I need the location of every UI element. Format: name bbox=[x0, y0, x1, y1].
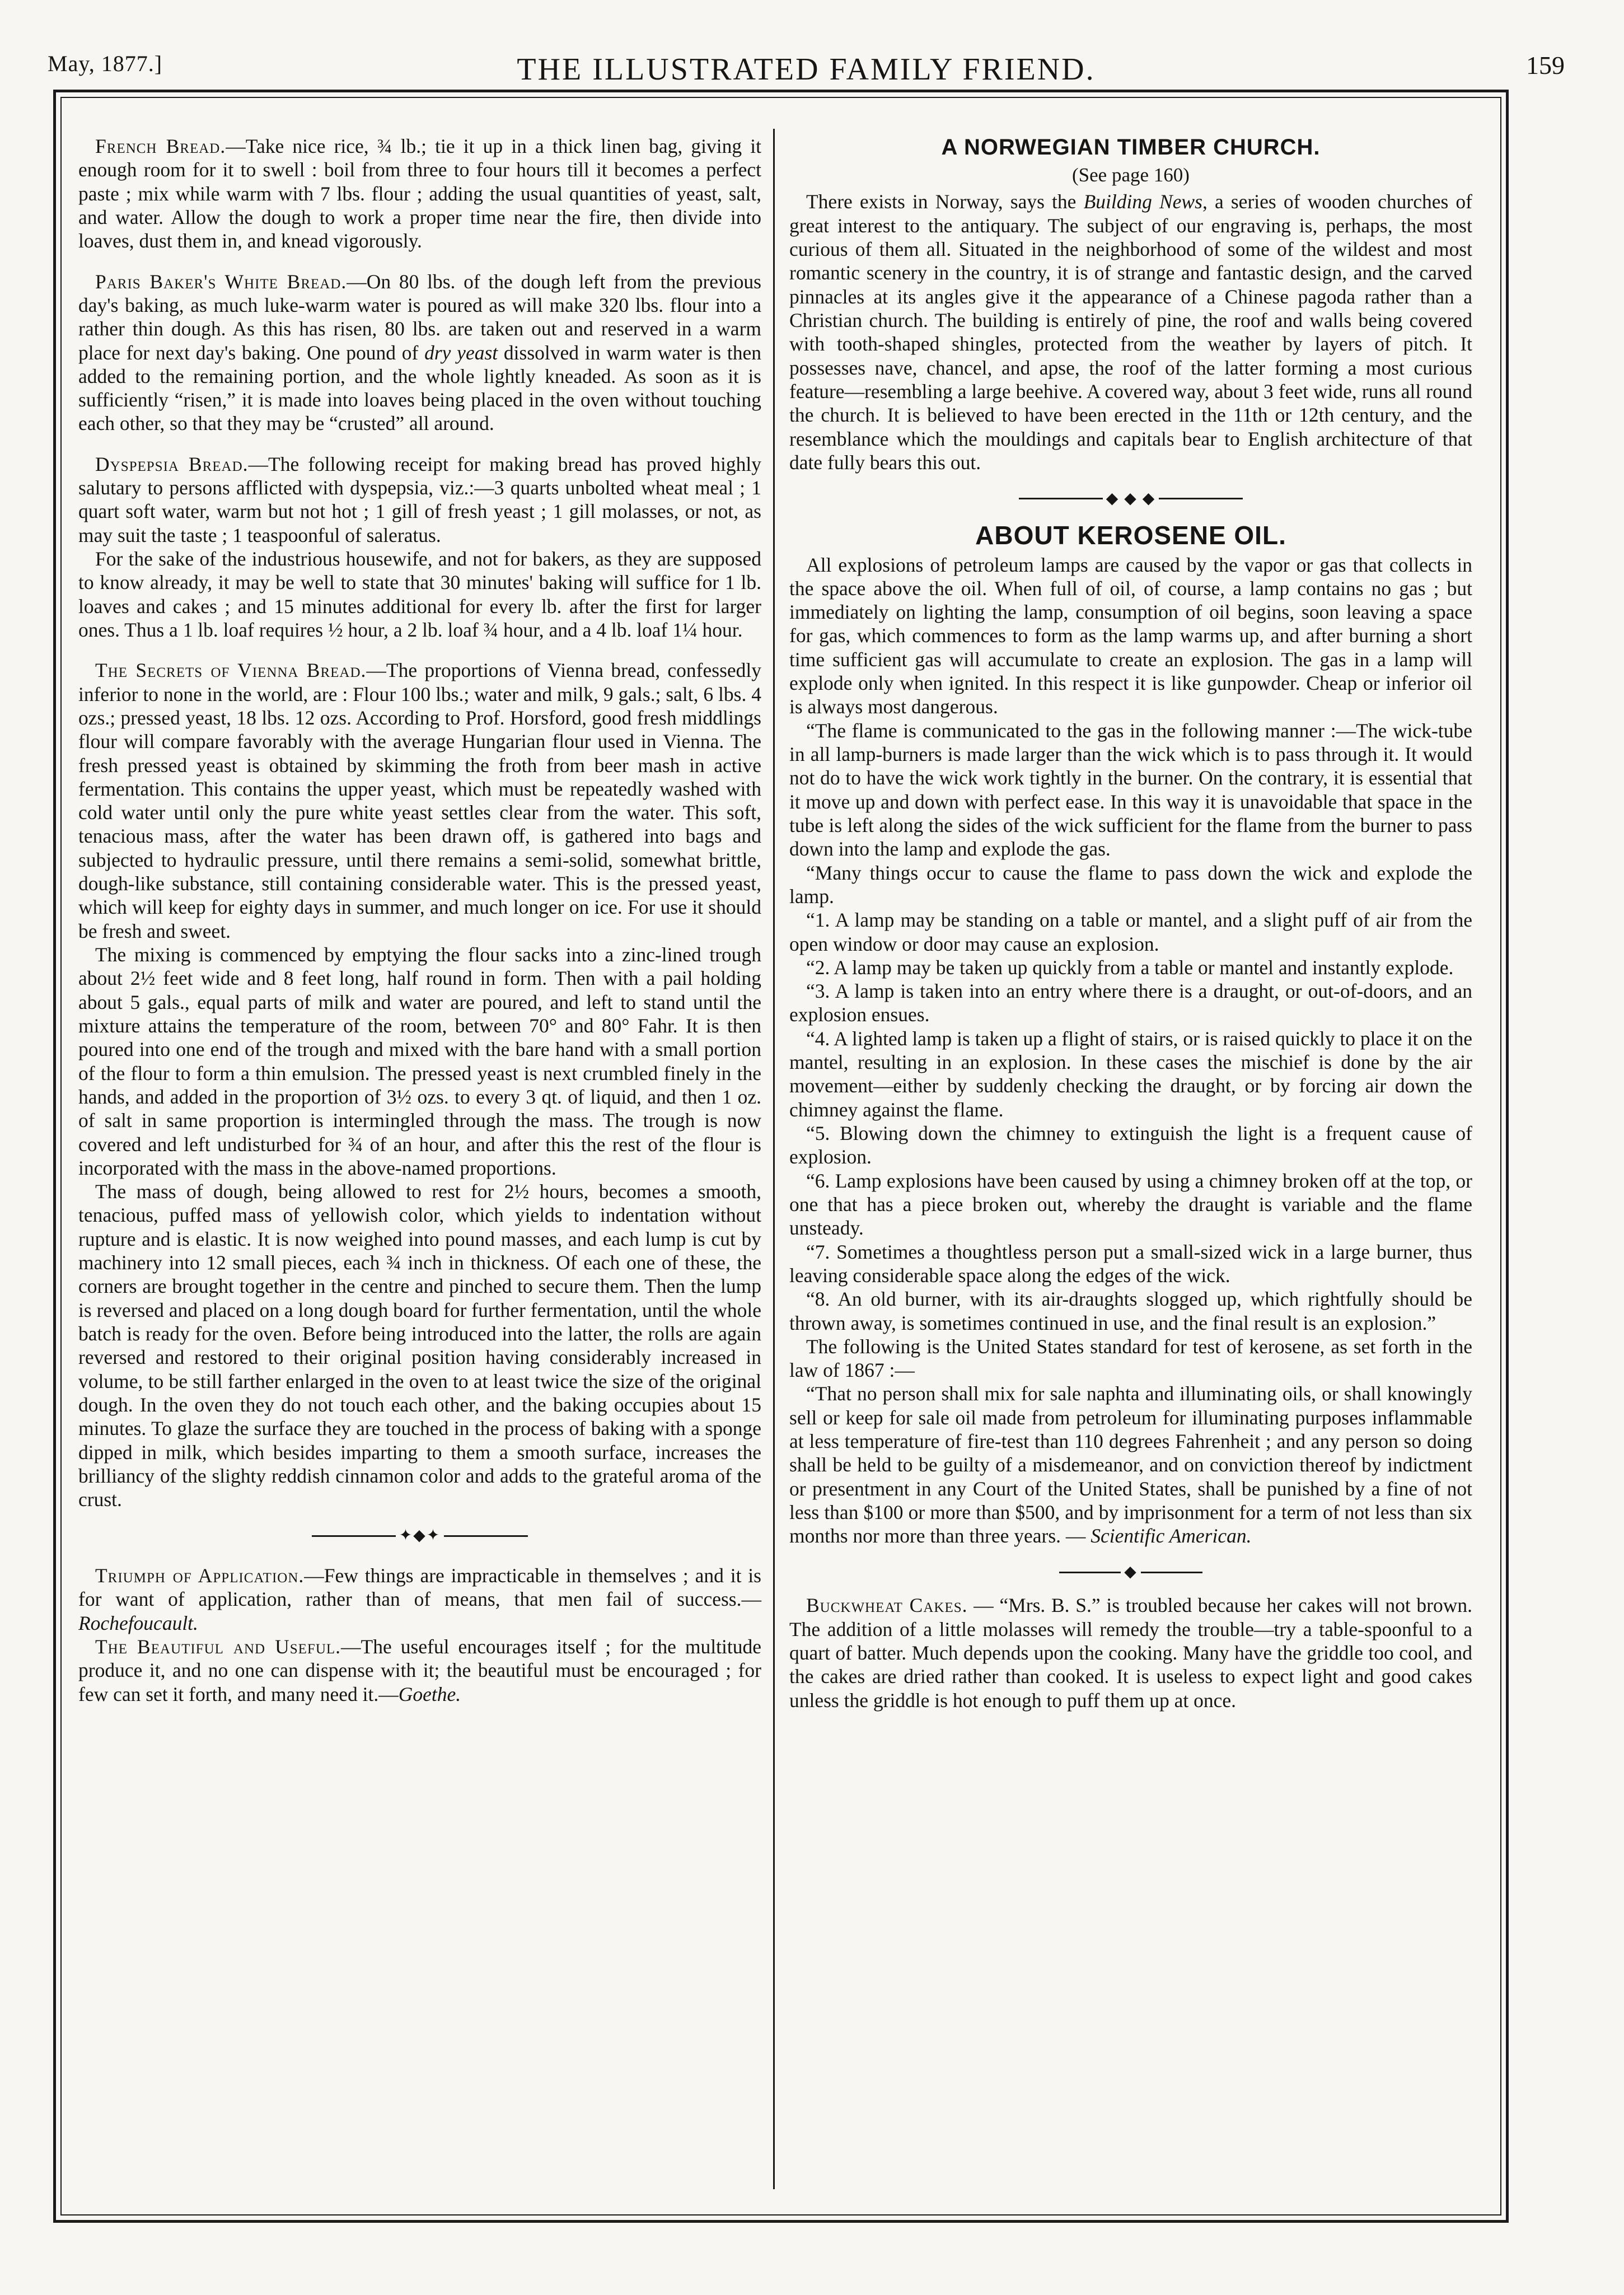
article-paragraph bbox=[789, 1382, 1472, 1548]
article-body: dissolved in warm water is then added to the remaining portion, and the whole lightly kneaded. As soon as it is sufficiently “risen,” it is made into loaves being placed in the oven without touching each other, so that they may be “crusted” all around. bbox=[78, 341, 761, 435]
article-paragraph: The mixing is commenced by emptying the flour sacks into a zinc-lined trough about 2½ feet wide and 8 feet long, half round in form. Then with a pail holding about 5 gals., equal parts of milk and water are poured, and left to stand until the mixture attains the temperature of the room, between 70° and 80° Fahr. It is then poured into one end of the trough and mixed with the bare hand with a small portion of the flour to form a thin emulsion. The pressed yeast is next crumbled finely in the hands, and added in the proportion of 3½ ozs. to every 3 qt. of liquid, and then 1 oz. of salt in same proportion is intermingled through the mass. The trough is now covered and left undisturbed for ¾ of an hour, and after this the rest of the flour is incorporated with the mass in the above-named proportions. bbox=[78, 943, 761, 1179]
article-paragraph: “Many things occur to cause the flame to pass down the wick and explode the lamp. bbox=[789, 861, 1472, 908]
article-triumph bbox=[78, 1564, 761, 1635]
article-body: There exists in Norway, says the bbox=[806, 190, 1084, 213]
article-buckwheat bbox=[789, 1593, 1472, 1712]
church-subheading: (See page 160) bbox=[1072, 163, 1190, 186]
article-dyspepsia-bread bbox=[78, 452, 761, 547]
article-beautiful bbox=[78, 1635, 761, 1706]
source-name: Scientific American. bbox=[1091, 1525, 1252, 1548]
article-paragraph: “8. An old burner, with its air-draughts slogged up, which rightfully should be thrown away, is sometimes continued in use, and the final result is an explosion.” bbox=[789, 1288, 1472, 1334]
article-paragraph: “2. A lamp may be taken up quickly from a table or mantel and instantly explode. bbox=[806, 956, 1454, 979]
article-paragraph: The following is the United States standard for test of kerosene, as set forth in the law of 1867 :— bbox=[789, 1335, 1472, 1382]
article-paragraph: “1. A lamp may be standing on a table or mantel, and a slight puff of air from the open window or door may cause an explosion. bbox=[789, 909, 1472, 955]
article-vienna-bread bbox=[78, 658, 761, 943]
kerosene-heading: ABOUT KEROSENE OIL. bbox=[975, 520, 1286, 550]
article-lead: The Beautiful and Useful. bbox=[95, 1635, 341, 1658]
article-paragraph: “3. A lamp is taken into an entry where there is a draught, or out-of-doors, and an explosion ensues. bbox=[789, 980, 1472, 1026]
right-column bbox=[789, 134, 1472, 1712]
emphasis-text: dry yeast bbox=[424, 341, 498, 364]
article-paragraph: For the sake of the industrious housewife, and not for bakers, as they are supposed to know already, it may be well to state that 30 minutes' baking will suffice for 1 lb. loaves and cakes ; and 15 minutes additional for every lb. after the first for larger ones. Thus a 1 lb. loaf requires ½ hour, a 2 lb. loaf ¾ hour, and a 4 lb. loaf 1¼ hour. bbox=[78, 548, 761, 641]
article-paragraph: “5. Blowing down the chimney to extinguish the light is a frequent cause of explosion. bbox=[789, 1122, 1472, 1168]
article-lead: French Bread. bbox=[95, 135, 226, 157]
publication-title: THE ILLUSTRATED FAMILY FRIEND. bbox=[517, 52, 1096, 87]
article-lead: Triumph of Application. bbox=[95, 1564, 305, 1587]
article-lead: Buckwheat Cakes. bbox=[806, 1594, 968, 1617]
page-number: 159 bbox=[1526, 51, 1565, 80]
article-paragraph: “4. A lighted lamp is taken up a flight of stairs, or is raised quickly to place it on the mantel, resulting in an explosion. In these cases the mischief is done by the air movement—either by suddenly checking the draught, or by forcing air down the chimney against the flame. bbox=[789, 1027, 1472, 1121]
article-body: — “Mrs. B. S.” is troubled because her cakes will not brown. The addition of a little molasses will remedy the trouble—try a table-spoonful to a quart of batter. Much depends upon the cooking. Many have the griddle too cool, and the cakes are dried rather than cooked. It is useless to expect light and good cakes unless the griddle is hot enough to puff them up at once. bbox=[789, 1594, 1472, 1712]
column-divider bbox=[773, 129, 775, 2189]
article-body: —The proportions of Vienna bread, confessedly inferior to none in the world, are : Flour 100 lbs.; water and milk, 9 gals.; salt, 6 lbs. 4 ozs.; pressed yeast, 18 lbs. 12 ozs. According to Prof. Horsford, good fresh middlings flour will compare favorably with the average Hungarian flour used in Vienna. The fresh pressed yeast is obtained by skimming the froth from beer mash in active fermentation. This contains the upper yeast, which must be repeatedly washed with cold water until only the pure white yeast settles clear from the water. This soft, tenacious mass, after the water has been drawn off, is gathered into bags and subjected to hydraulic pressure, until there remains a semi-solid, somewhat brittle, dough-like substance, still containing considerable water. This is the pressed yeast, which will keep for eighty days in summer, and much longer on ice. For use it should be fresh and sweet. bbox=[78, 659, 762, 942]
quote-author: Rochefoucault. bbox=[78, 1611, 198, 1634]
article-french-bread bbox=[78, 134, 761, 253]
article-paris-bread bbox=[78, 270, 761, 436]
quote-author: Goethe. bbox=[398, 1682, 461, 1705]
left-column bbox=[78, 134, 761, 1706]
article-paragraph: The mass of dough, being allowed to rest for 2½ hours, becomes a smooth, tenacious, puffed mass of yellowish color, which yields to indentation without rupture and is elastic. It is now weighed into pound masses, and each lump is cut by machinery into 12 small pieces, each ¾ inch in thickness. Of each one of these, the corners are brought together in the centre and pinched to secure them. Then the lump is reversed and placed on a long dough board for further fermentation, until the whole batch is ready for the oven. Before being introduced into the latter, the rolls are again reversed and restored to their original position having considerably increased in volume, to be still farther enlarged in the oven to at least twice the size of the original dough. In the oven they do not touch each other, and the baking occupies about 15 minutes. To glaze the surface they are touched in the process of baking with a sponge dipped in milk, which besides imparting to them a smooth surface, increases the brilliancy of the slighty reddish cinnamon color and adds to the grateful aroma of the crust. bbox=[78, 1180, 761, 1511]
section-ornament: ◆ bbox=[789, 1560, 1472, 1584]
article-body: “That no person shall mix for sale naphta and illuminating oils, or shall knowingly sell or keep for sale oil made from petroleum for illuminating purposes inflammable at less temperature of fire-test than 110 degrees Fahrenheit ; and any person so doing shall be held to be guilty of a misdemeanor, and on conviction thereof by indictment or presentment in any Court of the United States, shall be punished by a fine of not less than $100 or more than $500, and by imprisonment for a term of not less than six months nor more than three years. — bbox=[789, 1382, 1472, 1548]
article-lead: The Secrets of Vienna Bread. bbox=[95, 659, 367, 682]
article-paragraph: “The flame is communicated to the gas in the following manner :—The wick-tube in all lamp-burners is made larger than the wick which is to pass through it. It would not do to have the wick work tightly in the burner. On the contrary, it is essential that it move up and down with perfect ease. In this way it is unavoidable that space in the tube is left along the sides of the wick sufficient for the flame from the burner to pass down into the lamp and explode the gas. bbox=[789, 719, 1472, 861]
issue-date: May, 1877.] bbox=[48, 51, 163, 76]
section-ornament: ◆ ◆ ◆ bbox=[789, 487, 1472, 510]
source-name: Building News bbox=[1083, 190, 1202, 213]
section-ornament: ✦◆✦ bbox=[78, 1524, 761, 1548]
article-church bbox=[789, 190, 1472, 474]
church-heading: A NORWEGIAN TIMBER CHURCH. bbox=[941, 135, 1321, 160]
article-body: —Few things are impracticable in themselves ; and it is for want of application, rather than of means, that men fail of success.— bbox=[78, 1564, 761, 1611]
article-lead: Paris Baker's White Bread. bbox=[95, 270, 347, 293]
article-body: , a series of wooden churches of great interest to the antiquary. The subject of our engraving is, perhaps, the most curious of them all. Situated in the neighborhood of some of the wildest and most romantic scenery in the country, it is of strange and fantastic design, and the carved pinnacles at its angles give it the appearance of a Chinese pagoda rather than a Christian church. The building is entirely of pine, the roof and walls being covered with tooth-shaped shingles, protected from the weather by layers of pitch. It possesses nave, chancel, and apse, the roof of the latter forming a most curious feature—resembling a large beehive. A covered way, about 3 feet wide, runs all round the church. It is believed to have been erected in the 11th or 12th century, and the resemblance which the mouldings and capitals bear to English architecture of that date fully bears this out. bbox=[789, 190, 1472, 474]
article-paragraph: “6. Lamp explosions have been caused by using a chimney broken off at the top, or one that has a piece broken out, whereby the draught is variable and the flame unsteady. bbox=[789, 1169, 1472, 1240]
article-body: —The useful encourages itself ; for the multitude produce it, and no one can dispense with it; the beautiful must be encouraged ; for few can set it forth, and many need it.— bbox=[78, 1635, 761, 1705]
article-body: —On 80 lbs. of the dough left from the previous day's baking, as much luke-warm water is poured as will make 320 lbs. flour into a rather thin dough. As this has risen, 80 lbs. are taken out and reserved in a warm place for next day's baking. One pound of bbox=[78, 270, 761, 364]
article-body: —The following receipt for making bread has proved highly salutary to persons afflicted with dyspepsia, viz.:—3 quarts unbolted wheat meal ; 1 quart soft water, warm but not hot ; 1 gill of fresh yeast ; 1 gill molasses, or not, as may suit the taste ; 1 teaspoonful of saleratus. bbox=[78, 452, 761, 546]
article-paragraph: All explosions of petroleum lamps are caused by the vapor or gas that collects in the space above the oil. When full of oil, of course, a lamp contains no gas ; but immediately on lighting the lamp, consumption of oil begins, soon leaving a space for gas, which commences to form as the lamp warms up, and after burning a short time sufficient gas will accumulate to create an explosion. The gas in a lamp will explode only when ignited. In this respect it is like gunpowder. Cheap or inferior oil is always most dangerous. bbox=[789, 553, 1472, 718]
article-paragraph: “7. Sometimes a thoughtless person put a small-sized wick in a large burner, thus leaving considerable space along the edges of the wick. bbox=[789, 1240, 1472, 1287]
article-body: —Take nice rice, ¾ lb.; tie it up in a thick linen bag, giving it enough room for it to swell : boil from three to four hours till it becomes a perfect paste ; mix while warm with 7 lbs. flour ; adding the usual quantities of yeast, salt, and water. Allow the dough to work a proper time near the fire, then divide into loaves, dust them in, and knead vigorously. bbox=[78, 135, 761, 253]
article-lead: Dyspepsia Bread. bbox=[95, 452, 249, 475]
